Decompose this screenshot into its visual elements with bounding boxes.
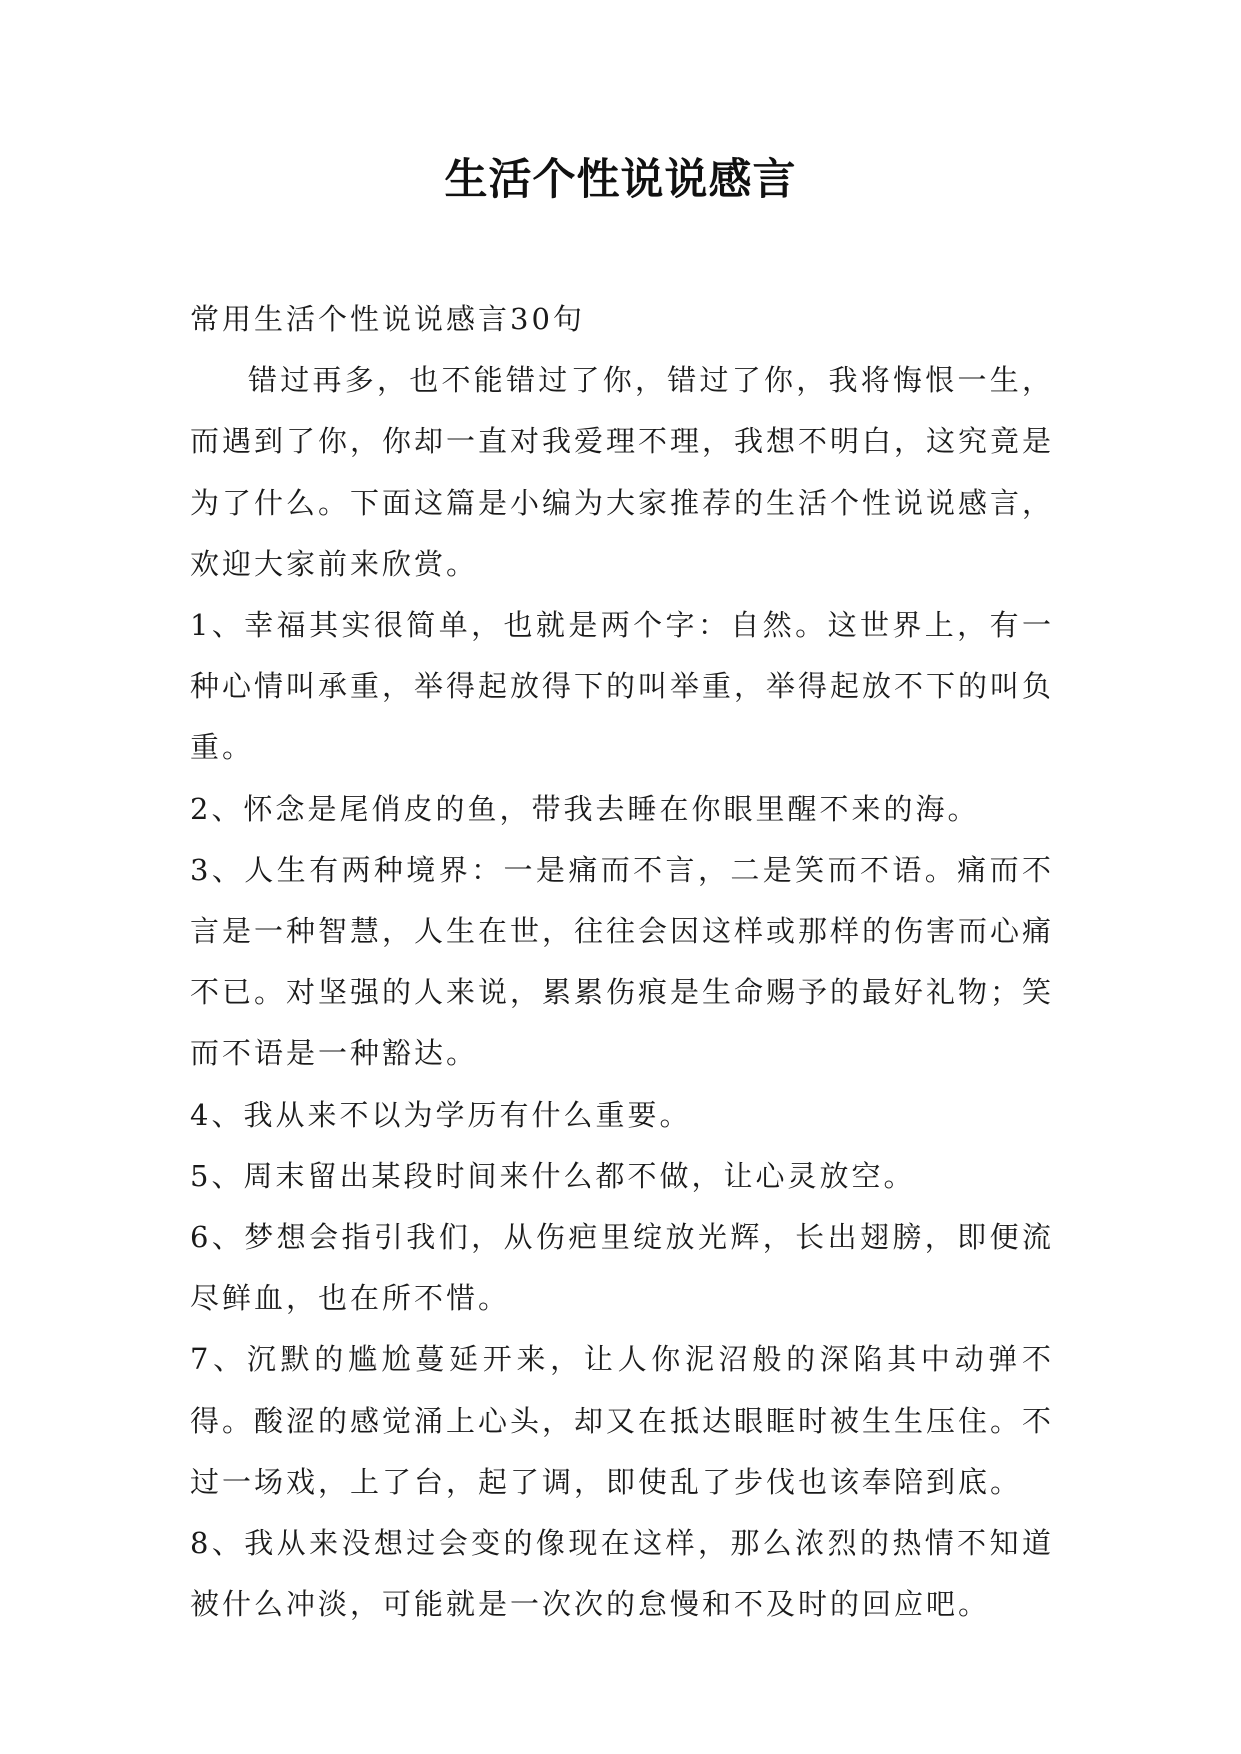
list-item-7: 7、沉默的尴尬蔓延开来，让人你泥沼般的深陷其中动弹不得。酸涩的感觉涌上心头，却又在抵达眼眶时被生生压住。不过一场戏，上了台，起了调，即使乱了步伐也该奉陪到底。 <box>190 1342 1055 1499</box>
document-body <box>190 289 1054 1635</box>
list-item-3: 3、人生有两种境界：一是痛而不言，二是笑而不语。痛而不言是一种智慧，人生在世，往往会因这样或那样的伤害而心痛不已。对坚强的人来说，累累伤痕是生命赐予的最好礼物；笑而不语是一种豁达。 <box>190 852 1055 1071</box>
list-item-6: 6、梦想会指引我们，从伤疤里绽放光辉，长出翅膀，即便流尽鲜血，也在所不惜。 <box>190 1220 1054 1316</box>
intro-paragraph: 错过再多，也不能错过了你，错过了你，我将悔恨一生，而遇到了你，你却一直对我爱理不理，我想不明白，这究竟是为了什么。下面这篇是小编为大家推荐的生活个性说说感言，欢迎大家前来欣赏。 <box>190 363 1055 581</box>
list-item-1: 1、幸福其实很简单，也就是两个字：自然。这世界上，有一种心情叫承重，举得起放得下的叫举重，举得起放不下的叫负重。 <box>190 608 1055 765</box>
list-item-4: 4、我从来不以为学历有什么重要。 <box>190 1097 692 1132</box>
list-item-5: 5、周末留出某段时间来什么都不做，让心灵放空。 <box>190 1158 916 1193</box>
document-title: 生活个性说说感言 <box>444 155 797 205</box>
list-item-8: 8、我从来没想过会变的像现在这样，那么浓烈的热情不知道被什么冲淡，可能就是一次次的怠慢和不及时的回应吧。 <box>190 1526 1054 1622</box>
list-item-2: 2、怀念是尾俏皮的鱼，带我去睡在你眼里醒不来的海。 <box>190 791 980 826</box>
section-heading: 常用生活个性说说感言30句 <box>190 302 585 336</box>
